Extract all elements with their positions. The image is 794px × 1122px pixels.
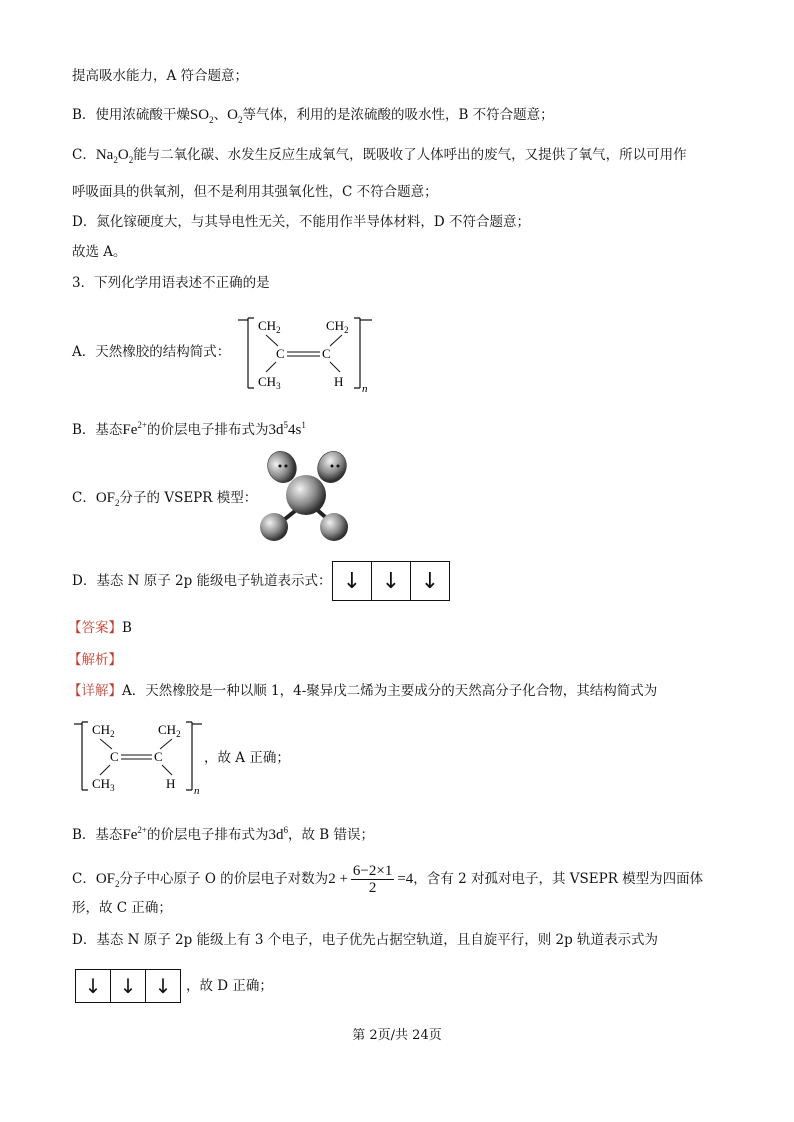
text-line-5: D．氮化镓硬度大，与其导电性无关，不能用作半导体材料，D 不符合题意； <box>72 214 530 230</box>
fraction: $\frac{6-2\times 1}{2}$ <box>352 863 393 896</box>
detail-c-line-2: 形，故 C 正确； <box>72 900 172 916</box>
option-a-label: A．天然橡胶的结构简式： <box>72 344 231 360</box>
svg-text:CH2: $CH_2$ <box>158 722 181 739</box>
answer-line: 【答案】B <box>68 620 132 636</box>
orbital-box: ↓ <box>372 562 411 600</box>
orbital-box: ↓ <box>111 970 146 1002</box>
structure-natural-rubber <box>234 312 380 396</box>
text-line-6: 故选 A。 <box>72 244 127 260</box>
svg-text:H: H <box>166 776 176 791</box>
svg-text:C: C <box>154 749 163 764</box>
orbital-box: ↓ <box>333 562 372 600</box>
svg-text:CH3: $CH_3$ <box>258 374 281 391</box>
orbital-box: ↓ <box>76 970 111 1002</box>
option-b: B．基态$Fe^{2+}$的价层电子排布式为$3d^54s^1$ <box>72 420 306 438</box>
detail-c: C．$OF_2$分子中心原子 O 的价层电子对数为2 + $\frac{6-2\times 1}{2}$ =4，含有 2 对孤对电子，其 VSEPR 模型为四面体 <box>72 863 704 896</box>
detail-d-tail: ，故 D 正确； <box>186 978 273 994</box>
analysis-heading: 【解析】 <box>68 652 122 668</box>
detail-a-tail: ，故 A 正确； <box>204 750 290 766</box>
detail-d: D．基态 N 原子 2p 能级上有 3 个电子，电子优先占据空轨道，且自旋平行，则 2p 轨道表示式为 <box>72 932 659 948</box>
svg-text:CH2: $CH_2$ <box>92 722 115 739</box>
svg-text:H: H <box>334 374 344 389</box>
option-d: D．基态 N 原子 2p 能级电子轨道表示式： <box>72 573 332 589</box>
orbital-box: ↓ <box>420 568 440 594</box>
orbital-diagram-answer <box>75 969 181 1003</box>
question-3: 3．下列化学用语表述不正确的是 <box>72 275 270 291</box>
structure-natural-rubber-answer <box>72 716 212 798</box>
svg-text:n: n <box>194 785 200 797</box>
svg-text:C: C <box>110 749 119 764</box>
text-line-4: 呼吸面具的供氧剂，但不是利用其强氧化性，C 不符合题意； <box>72 184 438 200</box>
detail-a: 【详解】A．天然橡胶是一种以顺 1，4-聚异戊二烯为主要成分的天然高分子化合物，其结构简式为 <box>68 683 658 699</box>
svg-text:CH2: $CH_2$ <box>326 318 349 335</box>
option-c: C．$OF_2$分子的 VSEPR 模型： <box>72 490 258 508</box>
svg-text:C: C <box>322 346 331 361</box>
vsepr-model-of2 <box>252 447 362 551</box>
page-footer: 第 2页/共 24页 <box>352 1028 442 1043</box>
svg-text:CH3: $CH_3$ <box>92 776 115 793</box>
text-line-option-b: B．使用浓硫酸干燥$SO_2$、$O_2$等气体，利用的是浓硫酸的吸水性，B 不符合题意； <box>72 107 554 125</box>
text-line-option-c: C．$Na_2O_2$能与二氧化碳、水发生反应生成氧气，既吸收了人体呼出的废气，又提供了氧气，所以可用作 <box>72 147 687 165</box>
svg-text:n: n <box>362 383 368 395</box>
svg-text:C: C <box>276 346 285 361</box>
svg-text:CH2: $CH_2$ <box>258 318 281 335</box>
orbital-box: ↓ <box>154 974 172 998</box>
orbital-diagram-option-d <box>332 561 450 601</box>
text-line-1: 提高吸水能力，A 符合题意； <box>72 68 249 84</box>
detail-b: B．基态$Fe^{2+}$的价层电子排布式为$3d^6$，故 B 错误； <box>72 825 375 843</box>
